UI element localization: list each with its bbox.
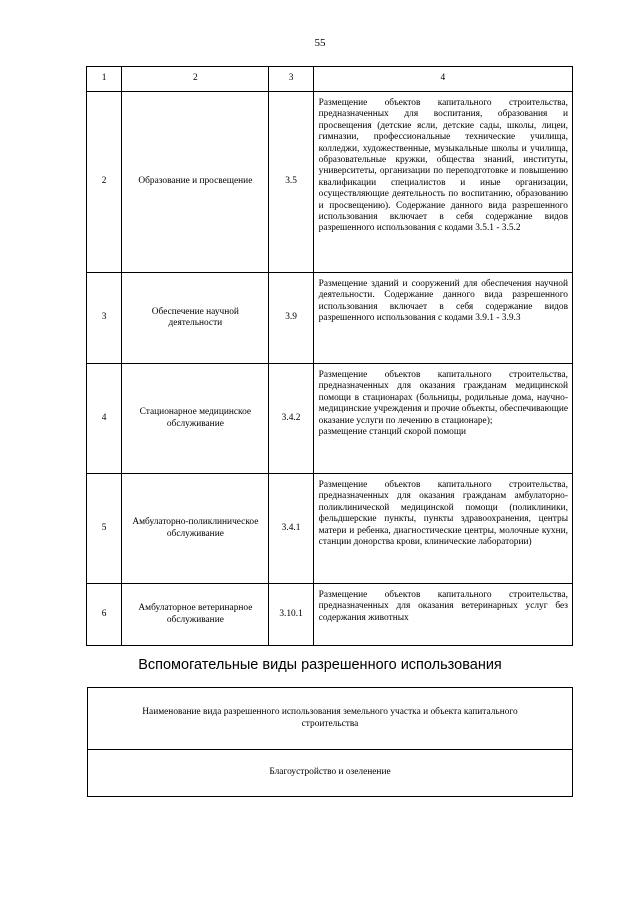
header-col-2: 2: [122, 67, 269, 92]
auxiliary-use-table: [87, 687, 573, 797]
row-number: 2: [87, 92, 122, 273]
use-description: Размещение объектов капитального строительства, предназначенных для оказания гражданам медицинской помощи в стационарах (больницы, родильные дома, научно-медицинские учреждения и прочие объекты, обеспечивающие оказание услуги по лечению в стационаре);: [318, 370, 568, 426]
use-name: Обеспечение научной деятельности: [122, 273, 269, 364]
table-row: [87, 273, 573, 364]
use-description-cell: [313, 364, 572, 474]
use-name: Образование и просвещение: [122, 92, 269, 273]
row-number: 3: [87, 273, 122, 364]
table-row: [87, 364, 573, 474]
section-heading: Вспомогательные виды разрешенного использования: [138, 657, 502, 673]
header-col-4: 4: [313, 67, 572, 92]
aux-header-cell: Наименование вида разрешенного использования земельного участка и объекта капитального строительства: [88, 688, 573, 750]
header-col-3: 3: [269, 67, 313, 92]
table-row: [87, 584, 573, 646]
page-number: 55: [314, 37, 326, 49]
aux-value-cell: Благоустройство и озеленение: [88, 750, 573, 797]
use-description: Размещение объектов капитального строительства, предназначенных для оказания гражданам амбулаторно-поликлинической медицинской помощи (поликлиники, фельдшерские пункты, пункты здравоохранения, центры матери и ребенка, диагностические центры, молочные кухни, станции донорства крови, клинические лаборатории): [313, 474, 572, 584]
table-row: [87, 92, 573, 273]
row-number: 5: [87, 474, 122, 584]
aux-header-row: [88, 688, 573, 750]
use-name: Стационарное медицинское обслуживание: [122, 364, 269, 474]
land-use-table: [86, 66, 573, 646]
use-name: Амбулаторно-поликлиническое обслуживание: [122, 474, 269, 584]
use-description: Размещение зданий и сооружений для обеспечения научной деятельности. Содержание данного вида разрешенного использования включает в себя содержание видов разрешенного использования с кодами 3.9.1 - 3.9.3: [313, 273, 572, 364]
use-code: 3.5: [269, 92, 313, 273]
use-description: Размещение объектов капитального строительства, предназначенных для оказания ветеринарных услуг без содержания животных: [313, 584, 572, 646]
row-number: 4: [87, 364, 122, 474]
use-code: 3.4.1: [269, 474, 313, 584]
use-description-extra: размещение станций скорой помощи: [318, 427, 467, 438]
use-code: 3.4.2: [269, 364, 313, 474]
use-code: 3.10.1: [269, 584, 313, 646]
use-code: 3.9: [269, 273, 313, 364]
table-header-row: [87, 67, 573, 92]
table-row: [87, 474, 573, 584]
aux-value-row: [88, 750, 573, 797]
use-description: Размещение объектов капитального строительства, предназначенных для воспитания, образования и просвещения (детские ясли, детские сады, школы, лицеи, гимназии, профессиональные технические училища, колледжи, художественные, музыкальные школы и училища, образовательные кружки, общества знаний, институты, университеты, организации по переподготовке и повышению квалификации специалистов и иные организации, осуществляющие деятельность по воспитанию, образованию и просвещению). Содержание данного вида разрешенного использования включает в себя содержание видов разрешенного использования с кодами 3.5.1 - 3.5.2: [313, 92, 572, 273]
row-number: 6: [87, 584, 122, 646]
use-name: Амбулаторное ветеринарное обслуживание: [122, 584, 269, 646]
header-col-1: 1: [87, 67, 122, 92]
